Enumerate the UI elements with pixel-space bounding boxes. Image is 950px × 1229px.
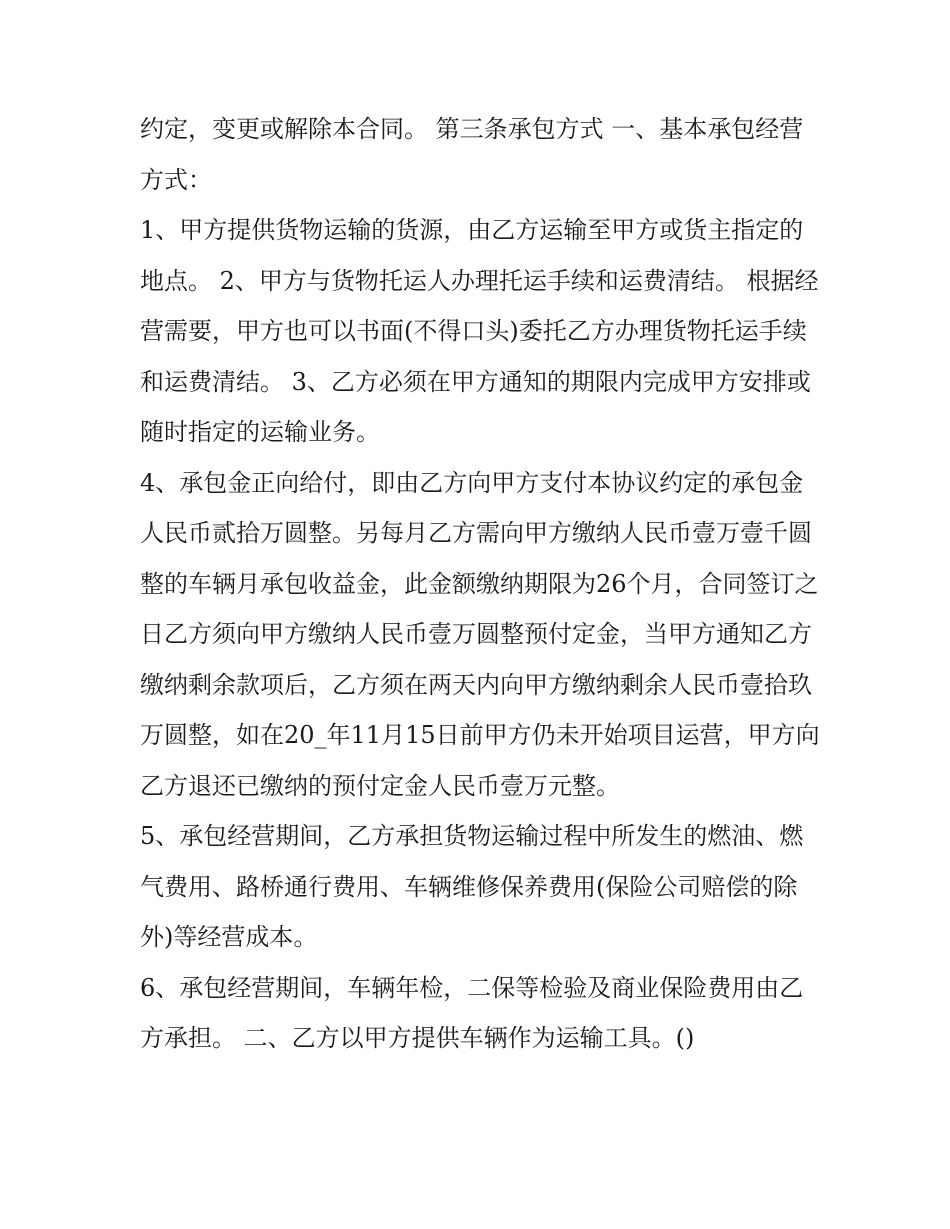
paragraph-clause-6: 6、承包经营期间，车辆年检，二保等检验及商业保险费用由乙方承担。 二、乙方以甲方提供车辆作为运输工具。() — [140, 973, 804, 1052]
paragraph-clause-5: 5、承包经营期间，乙方承担货物运输过程中所发生的燃油、燃气费用、路桥通行费用、车辆维修保养费用(保险公司赔偿的除外)等经营成本。 — [140, 822, 804, 951]
document-body — [140, 104, 820, 1064]
paragraph-contract-terms: 约定，变更或解除本合同。 第三条承包方式 一、基本承包经营方式： — [140, 115, 804, 194]
paragraph-clause-1-3: 1、甲方提供货物运输的货源，由乙方运输至甲方或货主指定的地点。 2、甲方与货物托运人办理托运手续和运费清结。 根据经营需要，甲方也可以书面(不得口头)委托乙方办理货物托运手续和运费清结。 3、乙方必须在甲方通知的期限内完成甲方安排或随时指定的运输业务。 — [140, 216, 819, 446]
paragraph-clause-4: 4、承包金正向给付，即由乙方向甲方支付本协议约定的承包金人民币贰拾万圆整。另每月乙方需向甲方缴纳人民币壹万壹千圆整的车辆月承包收益金，此金额缴纳期限为26个月，合同签订之日乙方须向甲方缴纳人民币壹万圆整预付定金，当甲方通知乙方缴纳剩余款项后，乙方须在两天内向甲方缴纳剩余人民币壹拾玖万圆整，如在20_年11月15日前甲方仍未开始项目运营，甲方向乙方退还已缴纳的预付定金人民币壹万元整。 — [140, 468, 820, 800]
